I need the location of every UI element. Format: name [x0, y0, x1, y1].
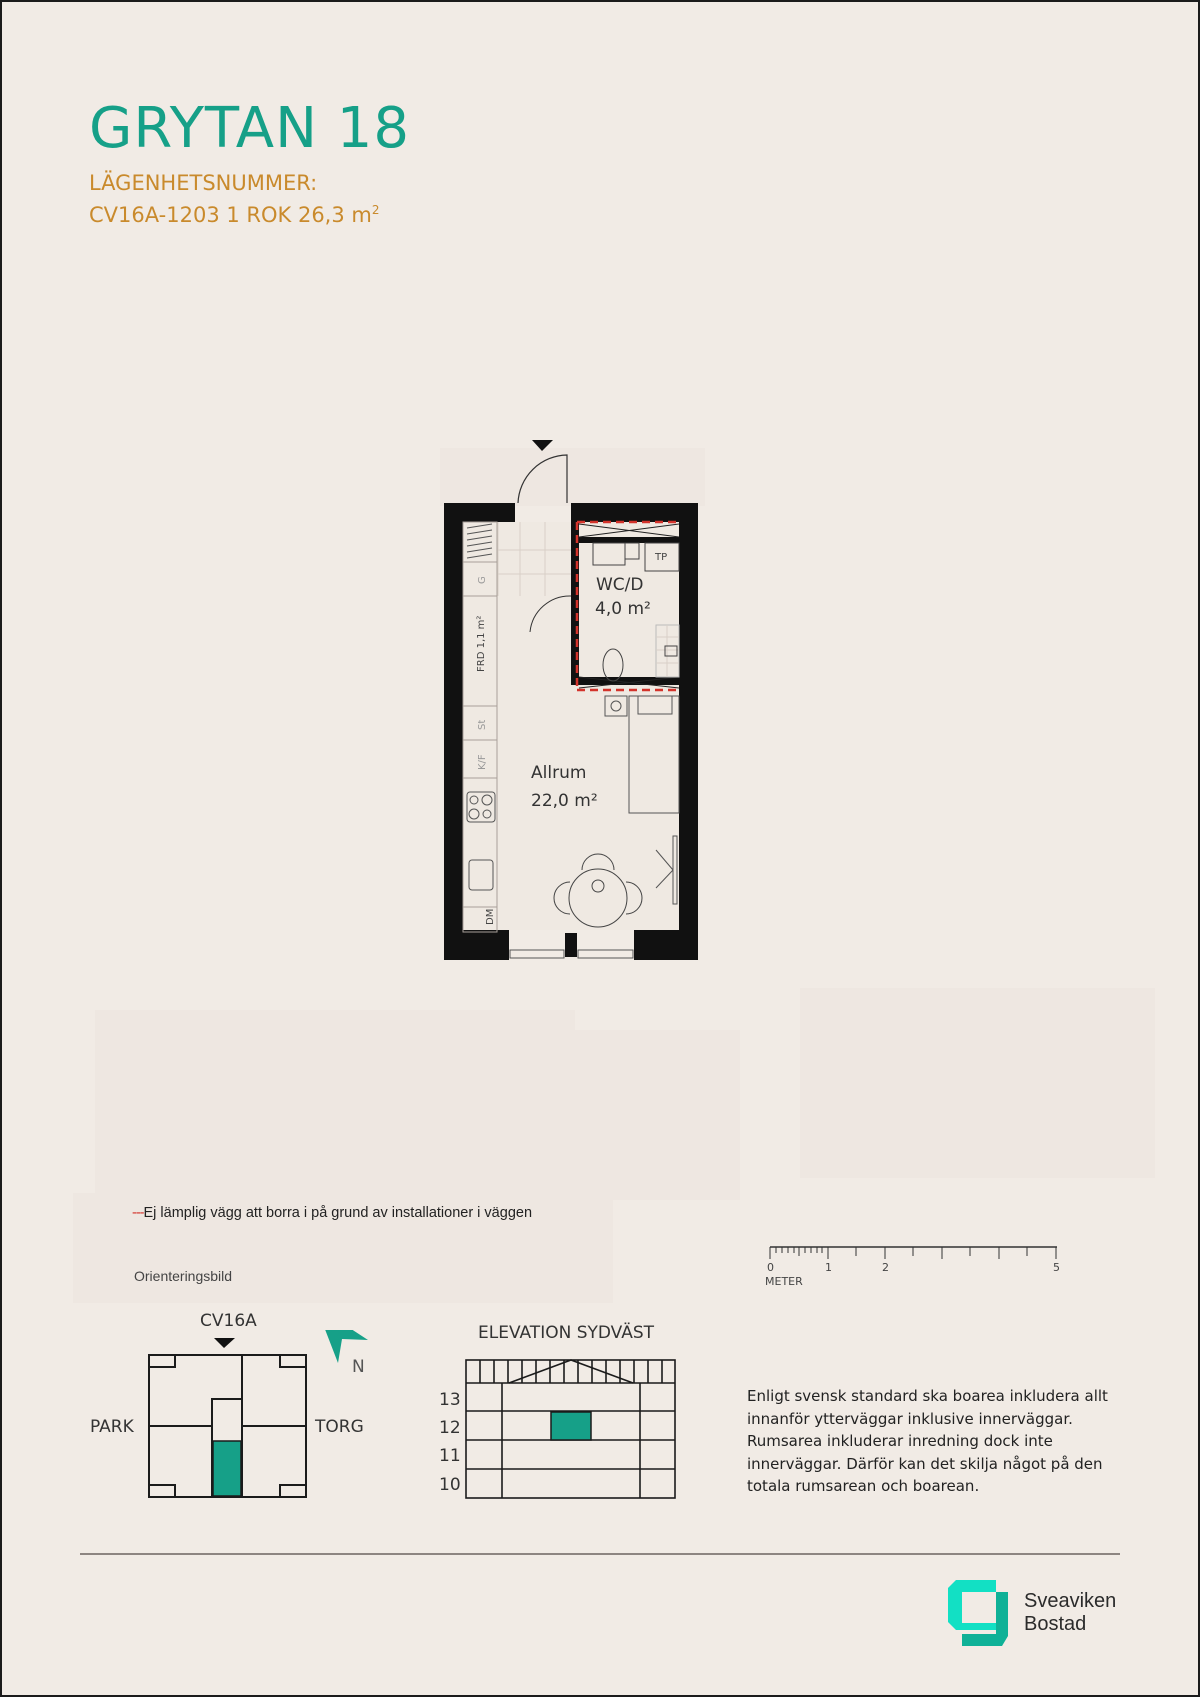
room-label-allrum: Allrum: [531, 763, 587, 783]
floor-plan: [430, 430, 730, 970]
page-title: GRYTAN 18: [89, 96, 411, 161]
floor-12-highlight: [551, 1412, 591, 1440]
kf-label: K/F: [477, 754, 488, 770]
area-superscript: 2: [371, 203, 380, 217]
g-label: G: [477, 576, 488, 584]
elevation-title: ELEVATION SYDVÄST: [478, 1323, 655, 1343]
red-dash-icon: ---: [132, 1205, 144, 1221]
brand-line-2: Bostad: [1024, 1613, 1087, 1635]
scale-unit: METER: [765, 1275, 803, 1288]
apartment-id: [89, 197, 379, 229]
apartment-highlight: [213, 1441, 241, 1496]
park-label: PARK: [90, 1417, 134, 1437]
ghost-panel: [800, 988, 1155, 1178]
north-label: N: [352, 1357, 365, 1377]
brand-line-1: Sveaviken: [1024, 1590, 1117, 1612]
apartment-number-label: LÄGENHETSNUMMER:: [89, 171, 318, 195]
scale-tick-5: 5: [1053, 1261, 1060, 1274]
scale-bar: [765, 1245, 1065, 1275]
warning-legend: [132, 1205, 532, 1221]
entrance-arrow-icon: [532, 440, 553, 451]
floor-11: 11: [439, 1446, 461, 1466]
scale-tick-1: 1: [825, 1261, 832, 1274]
tp-label: TP: [655, 552, 668, 563]
apartment-id-text: CV16A-1203 1 ROK 26,3 m: [89, 203, 372, 227]
building-label: CV16A: [200, 1311, 257, 1331]
frd-label: FRD 1,1 m²: [476, 615, 487, 672]
brand-logo-icon: [948, 1580, 1010, 1646]
area-info-text: Enligt svensk standard ska boarea inkludera allt innanför ytterväggar inklusive innerväggar. Rumsarea inkluderar inredning dock inte innerväggar. Därför kan det skilja något på den totala rumsarean och boarean.: [747, 1387, 1108, 1495]
st-label: St: [477, 719, 488, 730]
orientation-label: Orienteringsbild: [134, 1268, 233, 1284]
floor-13: 13: [439, 1390, 461, 1410]
building-entrance-arrow-icon: [214, 1338, 235, 1348]
floor-12: 12: [439, 1418, 461, 1438]
dm-label: DM: [485, 908, 496, 925]
room-area-wc: 4,0 m²: [595, 599, 651, 619]
torg-label: TORG: [315, 1417, 364, 1437]
elevation-diagram: [460, 1355, 680, 1505]
north-arrow-icon: [316, 1330, 368, 1363]
footer-divider: [80, 1553, 1120, 1555]
scale-tick-0: 0: [767, 1261, 774, 1274]
floor-10: 10: [439, 1475, 461, 1495]
room-label-wc: WC/D: [596, 575, 644, 595]
ghost-panel: [95, 1030, 740, 1200]
scale-tick-2: 2: [882, 1261, 889, 1274]
orientation-map: [140, 1330, 370, 1505]
warning-legend-text: Ej lämplig vägg att borra i på grund av installationer i väggen: [143, 1205, 533, 1221]
room-area-allrum: 22,0 m²: [531, 791, 598, 811]
brand-name: [1024, 1590, 1116, 1636]
